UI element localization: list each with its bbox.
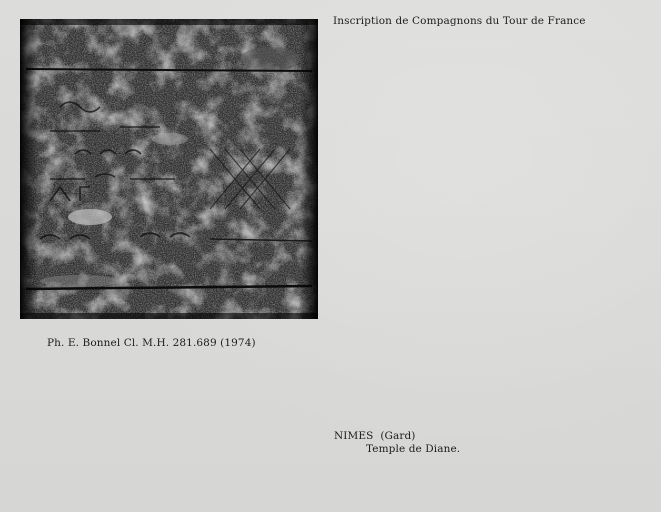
stone-texture — [20, 19, 318, 319]
photo-credit: Ph. E. Bonnel Cl. M.H. 281.689 (1974) — [47, 337, 256, 349]
inscription-photo — [20, 19, 318, 319]
location-label: NIMES (Gard) — [334, 430, 416, 442]
document-title: Inscription de Compagnons du Tour de France — [333, 15, 586, 27]
monument-label: Temple de Diane. — [366, 443, 461, 455]
